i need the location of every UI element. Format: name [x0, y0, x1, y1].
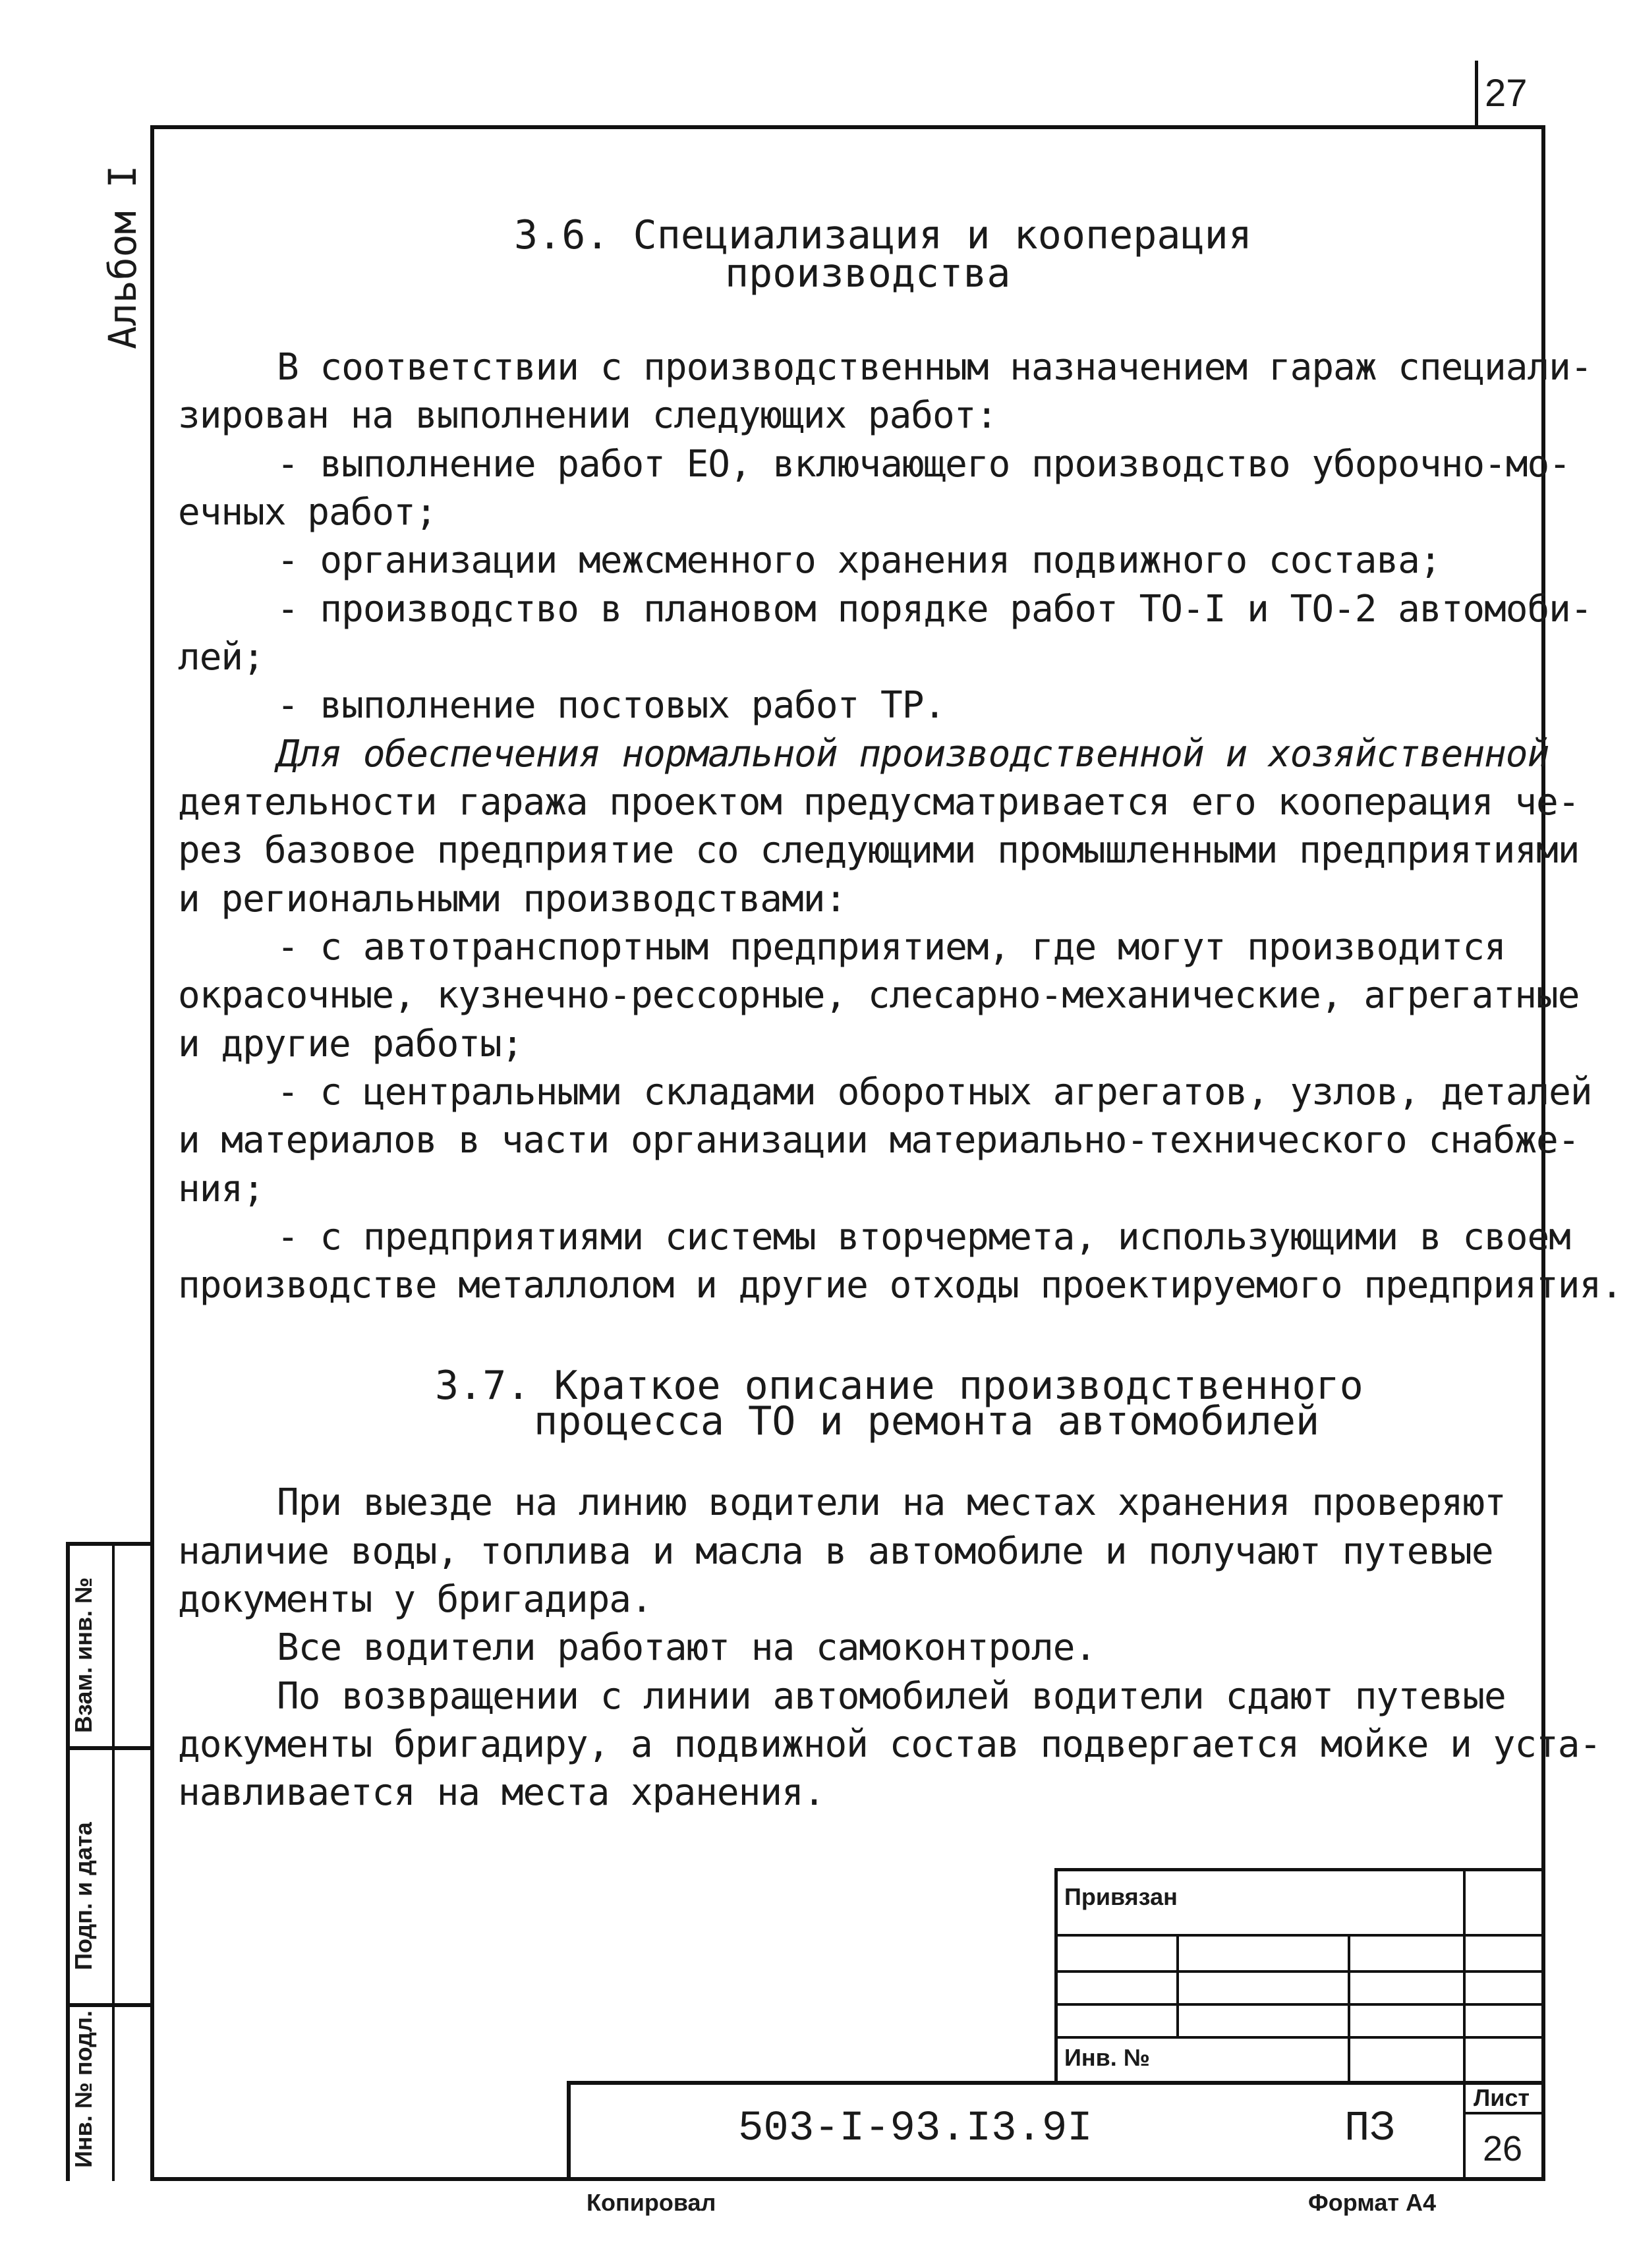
side-stamp-line-1	[66, 1746, 150, 1750]
code-block-top	[567, 2081, 1545, 2085]
sheet-cell-divider	[1463, 2112, 1545, 2114]
document-type: ПЗ	[1344, 2105, 1395, 2153]
s37-line-1: наличие воды, топлива и масла в автомобиле и получают путевые	[178, 1530, 1493, 1573]
s36-line-1: зирован на выполнении следующих работ:	[178, 394, 998, 437]
s36-line-15: - с центральными складами оборотных агрегатов, узлов, деталей	[277, 1071, 1592, 1114]
s36-line-6: лей;	[178, 636, 264, 679]
s36-line-7: - выполнение постовых работ ТР.	[277, 684, 946, 727]
tb-left-line	[1054, 1868, 1058, 2082]
code-block-left	[567, 2081, 571, 2181]
s36-line-0: В соответствии с производственным назначением гараж специали-	[277, 346, 1592, 389]
side-label-vzam-inv: Взам. инв. №	[70, 1577, 97, 1733]
s36-line-18: - с предприятиями системы вторчермета, использующими в своем	[277, 1216, 1570, 1259]
s36-line-19: производстве металлолом и другие отходы проектируемого предприятия.	[178, 1264, 1622, 1307]
s36-line-3: ечных работ;	[178, 491, 437, 534]
tb-col-1	[1176, 1934, 1179, 2036]
tb-row-4	[1054, 2036, 1545, 2039]
page-number: 27	[1485, 72, 1528, 115]
s36-line-5: - производство в плановом порядке работ ТО-I и ТО-2 автомоби-	[277, 588, 1592, 631]
side-label-inv-podl: Инв. № подл.	[70, 2010, 97, 2168]
tb-row-3	[1054, 2003, 1545, 2006]
section-37-title-line2: процесса ТО и ремонта автомобилей	[534, 1398, 1320, 1444]
s36-line-10: рез базовое предприятие со следующими промышленными предприятиями	[178, 829, 1580, 872]
s36-line-4: - организации межсменного хранения подвижного состава;	[277, 539, 1441, 582]
s36-line-8: Для обеспечения нормальной производственной и хозяйственной	[277, 733, 1549, 776]
s36-line-16: и материалов в части организации материально-технического снабже-	[178, 1119, 1580, 1162]
tb-col-3	[1463, 1868, 1466, 2181]
tb-row-2	[1054, 1970, 1545, 1973]
tb-top-line	[1054, 1868, 1545, 1871]
section-36-title-line2: производства	[725, 250, 1011, 297]
s36-line-9: деятельности гаража проектом предусматривается его кооперация че-	[178, 781, 1580, 824]
tb-label-privyazan: Привязан	[1064, 1883, 1178, 1910]
s37-line-3: Все водители работают на самоконтроле.	[277, 1626, 1097, 1669]
section-36-title-line1: 3.6. Специализация и кооперация	[514, 212, 1252, 258]
document-code: 503-I-93.I3.9I	[738, 2105, 1093, 2153]
s36-line-17: ния;	[178, 1168, 264, 1210]
s37-line-6: навливается на места хранения.	[178, 1771, 825, 1814]
sheet-number: 26	[1483, 2129, 1523, 2169]
footer-format: Формат А4	[1308, 2189, 1437, 2216]
s36-line-11: и региональными производствами:	[178, 878, 847, 921]
section-37-title-line1: 3.7. Краткое описание производственного	[435, 1363, 1363, 1409]
s36-line-12: - с автотранспортным предприятием, где могут производится	[277, 926, 1506, 969]
side-label-podp-data: Подп. и дата	[70, 1822, 97, 1970]
s37-line-5: документы бригадиру, а подвижной состав подвергается мойке и уста-	[178, 1723, 1601, 1766]
album-label: Альбом I	[100, 165, 145, 349]
s37-line-4: По возвращении с линии автомобилей водители сдают путевые	[277, 1675, 1506, 1718]
s37-line-2: документы у бригадира.	[178, 1578, 652, 1621]
s36-line-2: - выполнение работ ЕО, включающего производство уборочно-мо-	[277, 443, 1570, 486]
s36-line-13: окрасочные, кузнечно-рессорные, слесарно-механические, агрегатные	[178, 974, 1580, 1017]
side-stamp-divider	[112, 1542, 115, 2181]
tb-row-1	[1054, 1934, 1545, 1937]
side-stamp-line-2	[66, 2003, 150, 2007]
s37-line-0: При выезде на линию водители на местах хранения проверяют	[277, 1481, 1506, 1524]
tb-col-2	[1348, 1934, 1350, 2082]
s36-line-14: и другие работы;	[178, 1023, 523, 1065]
page-number-tick	[1475, 61, 1478, 127]
sheet-label: Лист	[1474, 2084, 1530, 2111]
footer-copied: Копировал	[587, 2189, 716, 2216]
tb-label-inv-no: Инв. №	[1064, 2044, 1150, 2071]
